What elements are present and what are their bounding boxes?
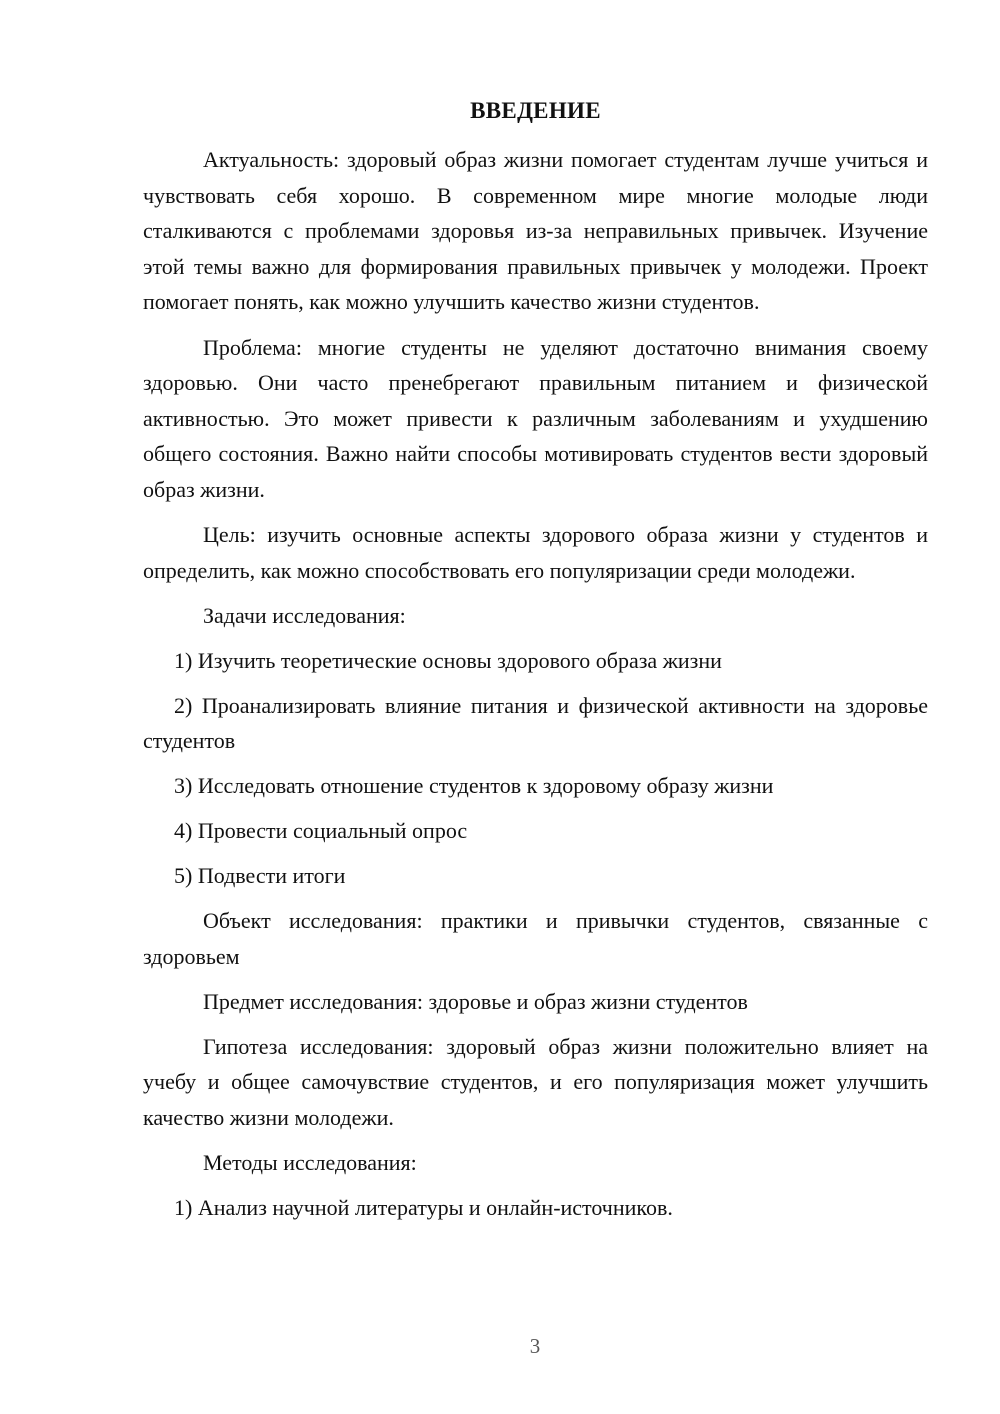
task-item: 5) Подвести итоги xyxy=(174,863,346,888)
tasks-heading: Задачи исследования: xyxy=(203,602,406,628)
relevance-paragraph: Актуальность: здоровый образ жизни помогает студентам лучше учиться и чувствовать себя хорошо. В современном мире многие молодые люди сталкиваются с проблемами здоровья из-за неправильных привычек. Изучение этой темы важно для формирования правильных привычек у молодежи. Проект помогает понять, как можно улучшить качество жизни студентов. xyxy=(143,147,928,314)
object-paragraph: Объект исследования: практики и привычки студентов, связанные с здоровьем xyxy=(143,908,928,969)
methods-heading: Методы исследования: xyxy=(203,1149,417,1175)
method-item: 1) Анализ научной литературы и онлайн-источников. xyxy=(174,1194,673,1220)
section-heading: ВВЕДЕНИЕ xyxy=(470,98,601,123)
hypothesis-paragraph: Гипотеза исследования: здоровый образ жизни положительно влияет на учебу и общее самочувствие студентов, и его популяризация может улучшить качество жизни молодежи. xyxy=(143,1033,928,1130)
page-number: 3 xyxy=(529,1334,541,1358)
problem-paragraph: Проблема: многие студенты не уделяют достаточно внимания своему здоровью. Они часто пренебрегают правильным питанием и физической активностью. Это может привести к различным заболеваниям и ухудшению общего состояния. Важно найти способы мотивировать студентов вести здоровый образ жизни. xyxy=(143,334,928,502)
task-item: 2) Проанализировать влияние питания и физической активности на здоровье студентов xyxy=(143,692,928,753)
goal-paragraph: Цель: изучить основные аспекты здорового образа жизни у студентов и определить, как можно способствовать его популяризации среди молодежи. xyxy=(143,522,928,583)
task-item: 4) Провести социальный опрос xyxy=(174,818,468,843)
task-item: 3) Исследовать отношение студентов к здоровому образу жизни xyxy=(174,773,774,798)
task-item: 1) Изучить теоретические основы здорового образа жизни xyxy=(174,647,722,673)
subject-paragraph: Предмет исследования: здоровье и образ жизни студентов xyxy=(203,988,748,1014)
document-body xyxy=(143,142,928,1225)
